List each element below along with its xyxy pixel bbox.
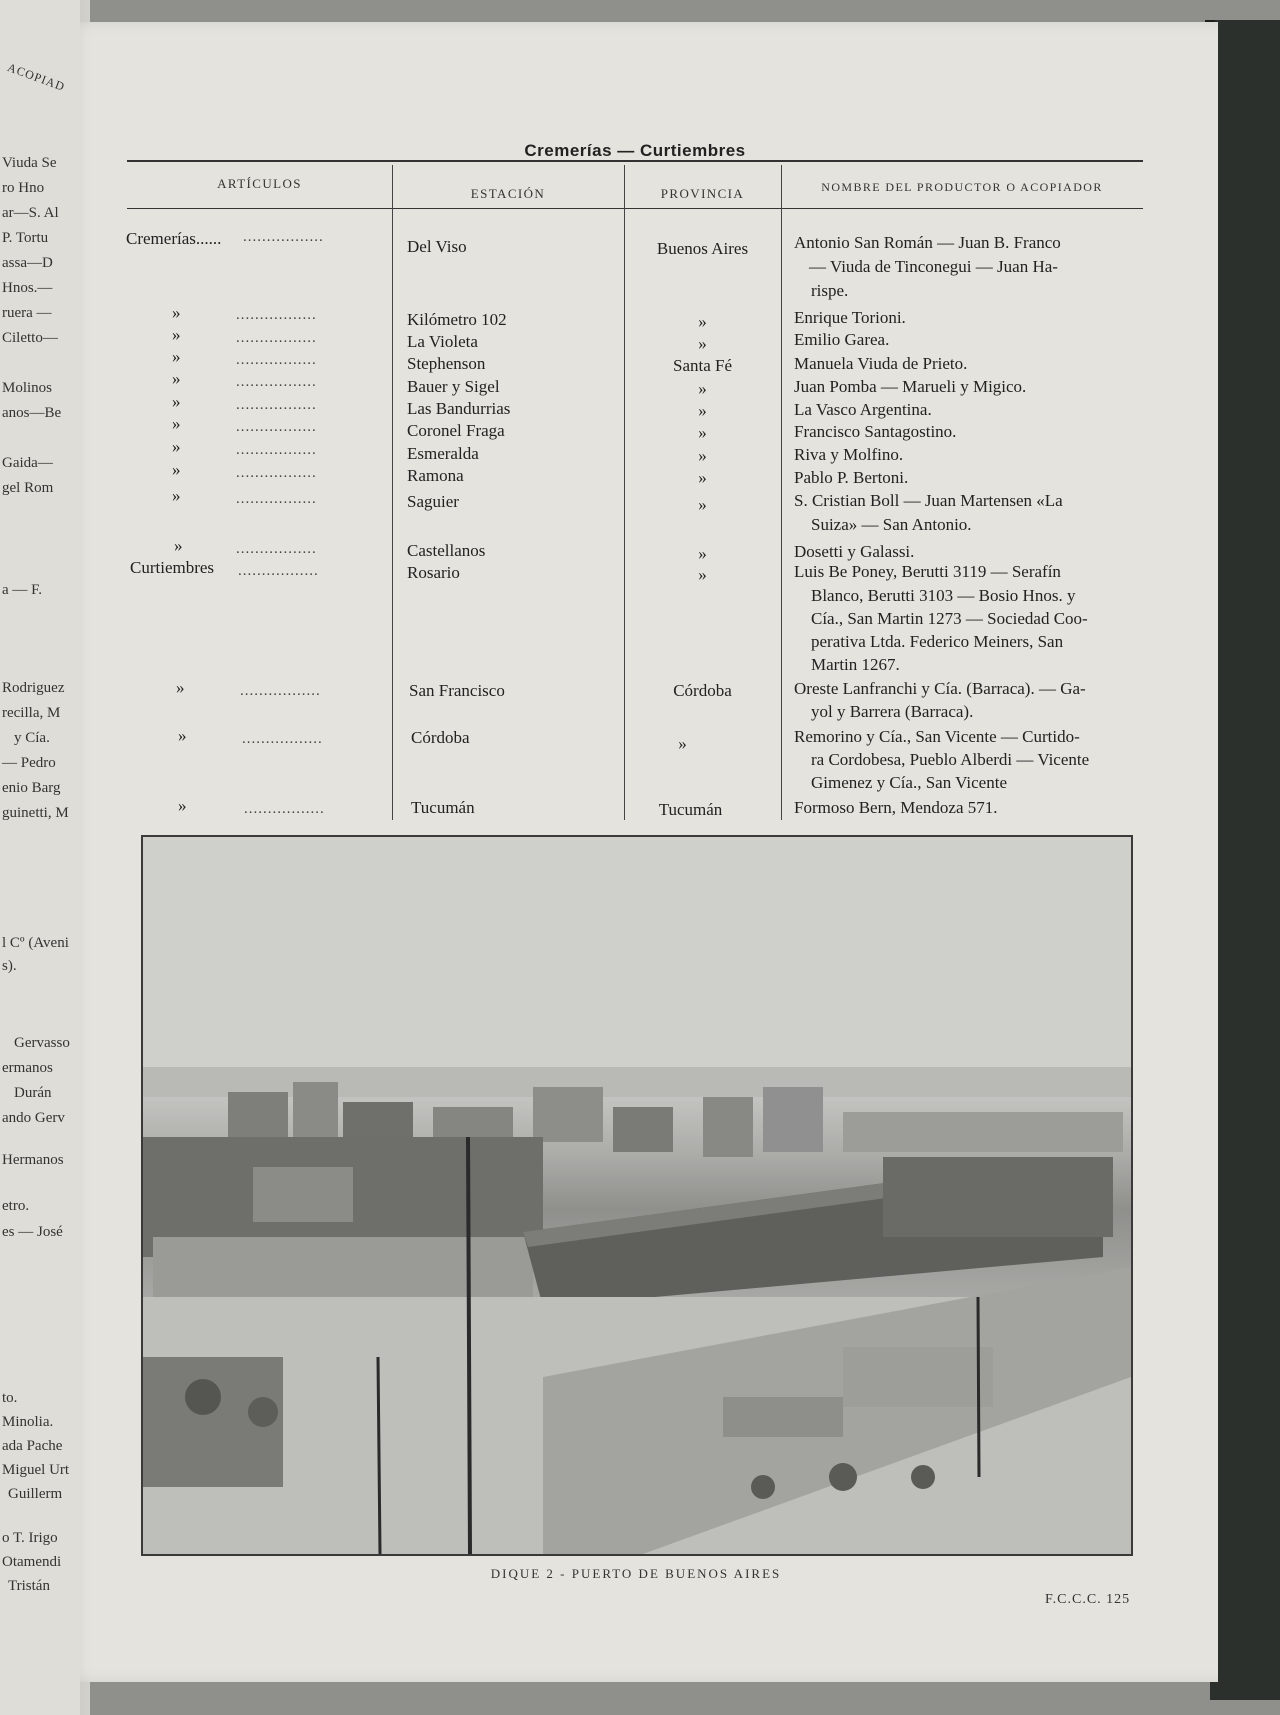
left-page-fragment: Viuda Se: [2, 155, 57, 171]
cell-provincia: Córdoba: [673, 681, 732, 700]
cell-nombre: Riva y Molfino.: [794, 445, 904, 464]
leader-dots: .................: [236, 541, 317, 557]
cell-provincia: »: [698, 312, 707, 331]
cell-nombre: rispe.: [811, 281, 849, 300]
cell-estacion: Stephenson: [407, 354, 486, 373]
cell-nombre: ra Cordobesa, Pueblo Alberdi — Vicente: [811, 750, 1090, 769]
cell-nombre: Antonio San Román — Juan B. Franco: [794, 233, 1061, 252]
cell-nombre: perativa Ltda. Federico Meiners, San: [811, 632, 1064, 651]
leader-dots: .................: [236, 307, 317, 323]
cell-provincia: »: [698, 379, 707, 398]
cell-articulo: »: [172, 437, 181, 456]
cell-provincia: »: [698, 495, 707, 514]
cell-articulo: »: [178, 796, 187, 815]
cell-provincia: »: [698, 468, 707, 487]
cell-estacion: Esmeralda: [407, 444, 479, 463]
cell-nombre: Dosetti y Galassi.: [794, 542, 915, 561]
cell-provincia: Santa Fé: [672, 356, 733, 375]
leader-dots: .................: [236, 465, 317, 481]
left-page-fragment: Molinos: [2, 380, 53, 396]
left-page-fragment: Gaida—: [2, 455, 53, 471]
left-page-fragment: Guillerm: [8, 1486, 63, 1502]
left-page-fragment: ro Hno: [2, 180, 45, 196]
left-page-fragment: anos—Be: [2, 405, 62, 421]
cell-articulo: »: [176, 678, 185, 697]
left-page-fragment: ACOPIAD: [5, 60, 68, 94]
left-page-fragment: Minolia.: [2, 1414, 54, 1430]
cell-provincia: »: [698, 423, 707, 442]
leader-dots: .................: [236, 330, 317, 346]
page-folio: F.C.C.C. 125: [1045, 1592, 1131, 1607]
cell-provincia: »: [698, 334, 707, 353]
leader-dots: .................: [242, 731, 323, 747]
cell-provincia: »: [698, 565, 707, 584]
left-page-fragment: o T. Irigo: [2, 1530, 58, 1546]
cell-articulo: »: [172, 303, 181, 322]
left-page-fragment: enio Barg: [2, 780, 61, 796]
cell-estacion: Rosario: [407, 563, 460, 582]
cell-nombre: Enrique Torioni.: [794, 308, 906, 327]
cell-nombre: Gimenez y Cía., San Vicente: [811, 773, 1007, 792]
cell-nombre: Manuela Viuda de Prieto.: [794, 354, 968, 373]
column-header-articulos: ARTÍCULOS: [217, 176, 302, 191]
left-page-fragment: Tristán: [8, 1578, 50, 1594]
column-divider: [781, 165, 782, 820]
cell-estacion: Tucumán: [411, 798, 475, 817]
leader-dots: .................: [236, 491, 317, 507]
left-page-fragment: etro.: [2, 1198, 30, 1214]
cell-estacion: Córdoba: [411, 728, 470, 747]
header-top-rule: [127, 160, 1143, 162]
left-page-fragment: Hermanos: [2, 1152, 64, 1168]
leader-dots: .................: [240, 683, 321, 699]
column-header-provincia: PROVINCIA: [660, 186, 745, 201]
cell-provincia: »: [698, 401, 707, 420]
leader-dots: .................: [236, 419, 317, 435]
leader-dots: .................: [244, 801, 325, 817]
cell-provincia: Buenos Aires: [656, 239, 749, 258]
harbor-scene: [143, 837, 1131, 1554]
column-header-nombre: NOMBRE DEL PRODUCTOR O ACOPIADOR: [821, 180, 1103, 194]
left-page-fragment: recilla, M: [2, 705, 61, 721]
left-page-fragment: ada Pache: [2, 1438, 63, 1454]
cell-nombre: Juan Pomba — Marueli y Migico.: [794, 377, 1027, 396]
left-page-fragment: Rodriguez: [2, 680, 65, 696]
cell-nombre: Formoso Bern, Mendoza 571.: [794, 798, 998, 817]
column-header-estacion: ESTACIÓN: [470, 186, 546, 201]
left-page-fragment: Durán: [14, 1085, 52, 1101]
left-page-fragment: ruera —: [2, 305, 52, 321]
left-page-fragment: y Cía.: [14, 730, 50, 746]
left-page-fragment: assa—D: [2, 255, 53, 271]
left-page-fragment: gel Rom: [2, 480, 54, 496]
cell-estacion: Del Viso: [407, 237, 467, 256]
page-title: Cremerías — Curtiembres: [524, 141, 746, 160]
leader-dots: .................: [236, 442, 317, 458]
left-page-fragment: es — José: [2, 1224, 63, 1240]
photo-caption: DIQUE 2 - PUERTO DE BUENOS AIRES: [490, 1566, 782, 1581]
leader-dots: .................: [236, 374, 317, 390]
cell-nombre: Emilio Garea.: [794, 330, 890, 349]
cell-articulo: Curtiembres: [130, 558, 215, 577]
left-page-fragment: s).: [2, 958, 17, 974]
cell-articulo: Cremerías......: [126, 229, 222, 248]
column-divider: [624, 165, 625, 820]
cell-estacion: Bauer y Sigel: [407, 377, 500, 396]
left-page-fragment: to.: [2, 1390, 18, 1406]
cell-estacion: Kilómetro 102: [407, 310, 507, 329]
left-page-fragment: P. Tortu: [2, 230, 49, 246]
cell-articulo: »: [178, 726, 187, 745]
cell-nombre: S. Cristian Boll — Juan Martensen «La: [794, 491, 1063, 510]
cell-estacion: Coronel Fraga: [407, 421, 505, 440]
leader-dots: .................: [236, 352, 317, 368]
leader-dots: .................: [236, 397, 317, 413]
left-page-fragment: Hnos.—: [2, 280, 53, 296]
cell-provincia: »: [678, 734, 687, 753]
cell-nombre: Remorino y Cía., San Vicente — Curtido-: [794, 727, 1080, 746]
harbor-photograph: [141, 835, 1133, 1556]
cell-nombre: Cía., San Martin 1273 — Sociedad Coo-: [811, 609, 1088, 628]
left-page-fragment: Otamendi: [2, 1554, 62, 1570]
cell-nombre: La Vasco Argentina.: [794, 400, 932, 419]
left-page-edge: [0, 0, 80, 1715]
header-bottom-rule: [127, 208, 1143, 209]
cell-nombre: Pablo P. Bertoni.: [794, 468, 909, 487]
left-page-fragment: a — F.: [2, 582, 43, 598]
cell-articulo: »: [172, 460, 181, 479]
cell-provincia: »: [698, 544, 707, 563]
cell-nombre: Martin 1267.: [811, 655, 900, 674]
left-page-fragment: ar—S. Al: [2, 205, 59, 221]
cell-nombre: Luis Be Poney, Berutti 3119 — Serafín: [794, 562, 1061, 581]
cell-estacion: La Violeta: [407, 332, 478, 351]
cell-articulo: »: [172, 392, 181, 411]
cell-articulo: »: [172, 486, 181, 505]
left-page-fragment: guinetti, M: [2, 805, 69, 821]
cell-estacion: Las Bandurrias: [407, 399, 511, 418]
left-page-fragment: ando Gerv: [2, 1110, 65, 1126]
cell-articulo: »: [174, 536, 183, 555]
cell-nombre: Oreste Lanfranchi y Cía. (Barraca). — Ga-: [794, 679, 1086, 698]
cell-articulo: »: [172, 347, 181, 366]
cell-articulo: »: [172, 369, 181, 388]
cell-nombre: Francisco Santagostino.: [794, 422, 957, 441]
left-page-fragment: ermanos: [2, 1060, 53, 1076]
cell-estacion: Ramona: [407, 466, 464, 485]
left-page-fragment: Ciletto—: [2, 330, 58, 346]
left-page-fragment: — Pedro: [2, 755, 56, 771]
cell-articulo: »: [172, 414, 181, 433]
cell-estacion: San Francisco: [409, 681, 505, 700]
left-page-fragment: Gervasso: [14, 1035, 70, 1051]
cell-estacion: Saguier: [407, 492, 459, 511]
cell-provincia: Tucumán: [658, 800, 723, 819]
cell-nombre: yol y Barrera (Barraca).: [811, 702, 974, 721]
left-page-fragment: l Cº (Aveni: [2, 935, 69, 951]
cell-estacion: Castellanos: [407, 541, 486, 560]
leader-dots: .................: [243, 229, 324, 245]
cell-articulo: »: [172, 325, 181, 344]
book-cover: [1210, 20, 1280, 1700]
column-divider: [392, 165, 393, 820]
cell-nombre: Suiza» — San Antonio.: [811, 515, 972, 534]
cell-provincia: »: [698, 446, 707, 465]
cell-nombre: — Viuda de Tinconegui — Juan Ha-: [809, 257, 1058, 276]
cell-nombre: Blanco, Berutti 3103 — Bosio Hnos. y: [811, 586, 1076, 605]
leader-dots: .................: [238, 563, 319, 579]
left-page-fragment: Miguel Urt: [2, 1462, 70, 1478]
